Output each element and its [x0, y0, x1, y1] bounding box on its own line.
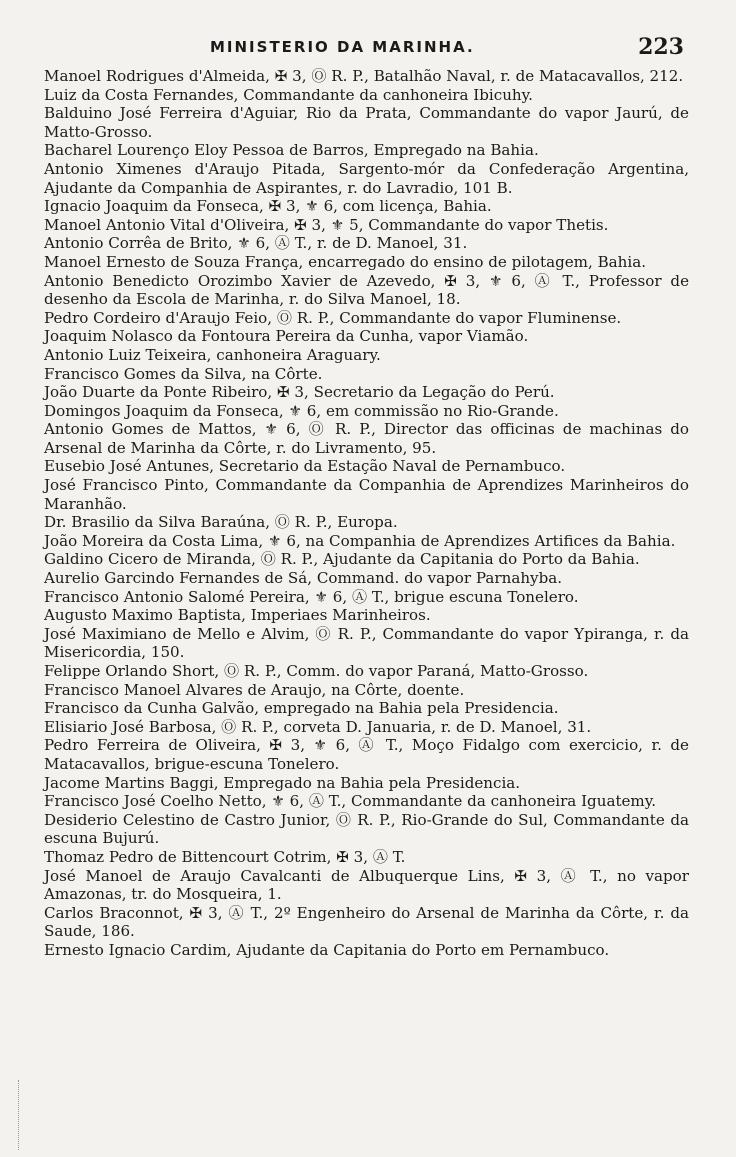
entry: Antonio Luiz Teixeira, canhoneira Araguary.: [44, 345, 381, 364]
entry: Thomaz Pedro de Bittencourt Cotrim, ✠ 3, Ⓐ T.: [44, 847, 406, 866]
entry: Aurelio Garcindo Fernandes de Sá, Command. do vapor Parnahyba.: [44, 569, 563, 588]
entry: Felippe Orlando Short, Ⓞ R. P., Comm. do vapor Paraná, Matto-Grosso.: [44, 662, 589, 680]
entry: José Maximiano de Mello e Alvim, Ⓞ R. P., Commandante do vapor Ypiranga, r. da Misericordia, 150.: [44, 624, 689, 662]
entry: Galdino Cicero de Miranda, Ⓞ R. P., Ajudante da Capitania do Porto da Bahia.: [44, 550, 640, 569]
entry: Antonio Corrêa de Brito, ⚜ 6, Ⓐ T., r. de D. Manoel, 31.: [44, 234, 468, 253]
entry: Desiderio Celestino de Castro Junior, Ⓞ R. P., Rio-Grande do Sul, Commandante da escuna Bujurú.: [44, 810, 689, 848]
entry: Antonio Ximenes d'Araujo Pitada, Sargento-mór da Confederação Argentina, Ajudante da Companhia de Aspirantes, r. do Lavradio, 101 B.: [44, 159, 689, 197]
entry: Francisco José Coelho Netto, ⚜ 6, Ⓐ T., Commandante da canhoneira Iguatemy.: [44, 792, 657, 811]
entry: Dr. Brasilio da Silva Baraúna, Ⓞ R. P., Europa.: [44, 513, 398, 532]
entry: Augusto Maximo Baptista, Imperiaes Marinheiros.: [44, 606, 431, 625]
entry: Ernesto Ignacio Cardim, Ajudante da Capitania do Porto em Pernambuco.: [44, 940, 610, 959]
entry: Balduino José Ferreira d'Aguiar, Rio da Prata, Commandante do vapor Jaurú, de Matto-Grosso.: [44, 104, 689, 141]
entry: Francisco Gomes da Silva, na Côrte.: [44, 364, 323, 383]
entry: Ignacio Joaquim da Fonseca, ✠ 3, ⚜ 6, com licença, Bahia.: [44, 197, 492, 216]
entry: João Duarte da Ponte Ribeiro, ✠ 3, Secretario da Legação do Perú.: [44, 383, 555, 402]
entry: José Francisco Pinto, Commandante da Companhia de Aprendizes Marinheiros do Maranhão.: [44, 476, 689, 513]
margin-mark: [18, 1080, 25, 1150]
entry: Francisco Antonio Salomé Pereira, ⚜ 6, Ⓐ T., brigue escuna Tonelero.: [44, 587, 579, 606]
entry: Luiz da Costa Fernandes, Commandante da canhoneira Ibicuhy.: [44, 85, 533, 104]
entry: José Manoel de Araujo Cavalcanti de Albuquerque Lins, ✠ 3, Ⓐ T., no vapor Amazonas, tr. do Mosqueira, 1.: [44, 866, 689, 904]
entry: João Moreira da Costa Lima, ⚜ 6, na Companhia de Aprendizes Artifices da Bahia.: [44, 531, 676, 550]
entry: Bacharel Lourenço Eloy Pessoa de Barros, Empregado na Bahia.: [44, 141, 539, 160]
entry: Eusebio José Antunes, Secretario da Estação Naval de Pernambuco.: [44, 457, 566, 476]
entry: Pedro Cordeiro d'Araujo Feio, Ⓞ R. P., Commandante do vapor Fluminense.: [44, 308, 622, 327]
entry-list: [44, 67, 689, 960]
entry: Carlos Braconnot, ✠ 3, Ⓐ T., 2º Engenheiro do Arsenal de Marinha da Côrte, r. da Saude, 186.: [44, 903, 689, 941]
entry: Manoel Antonio Vital d'Oliveira, ✠ 3, ⚜ 5, Commandante do vapor Thetis.: [44, 215, 609, 234]
page-number: 223: [638, 34, 684, 60]
entry: Domingos Joaquim da Fonseca, ⚜ 6, em commissão no Rio-Grande.: [44, 401, 559, 420]
entry: Francisco da Cunha Galvão, empregado na Bahia pela Presidencia.: [44, 699, 559, 718]
entry: Jacome Martins Baggi, Empregado na Bahia pela Presidencia.: [44, 773, 521, 792]
entry: Antonio Gomes de Mattos, ⚜ 6, Ⓞ R. P., Director das officinas de machinas do Arsenal de Marinha da Côrte, r. do Livramento, 95.: [44, 420, 689, 457]
page-title: MINISTERIO DA MARINHA.: [210, 38, 475, 56]
entry: Manoel Ernesto de Souza França, encarregado do ensino de pilotagem, Bahia.: [44, 252, 647, 271]
entry: Pedro Ferreira de Oliveira, ✠ 3, ⚜ 6, Ⓐ T., Moço Fidalgo com exercicio, r. de Matacavallos, brigue-escuna Tonelero.: [44, 736, 689, 773]
entry: Francisco Manoel Alvares de Araujo, na Côrte, doente.: [44, 680, 465, 699]
page-header: [0, 34, 736, 64]
entry: Manoel Rodrigues d'Almeida, ✠ 3, Ⓞ R. P., Batalhão Naval, r. de Matacavallos, 212.: [44, 67, 684, 85]
entry: Elisiario José Barbosa, Ⓞ R. P., corveta D. Januaria, r. de D. Manoel, 31.: [44, 717, 592, 736]
entry: Antonio Benedicto Orozimbo Xavier de Azevedo, ✠ 3, ⚜ 6, Ⓐ T., Professor de desenho da Escola de Marinha, r. do Silva Manoel, 18.: [44, 271, 689, 309]
entry: Joaquim Nolasco da Fontoura Pereira da Cunha, vapor Viamão.: [44, 327, 529, 346]
